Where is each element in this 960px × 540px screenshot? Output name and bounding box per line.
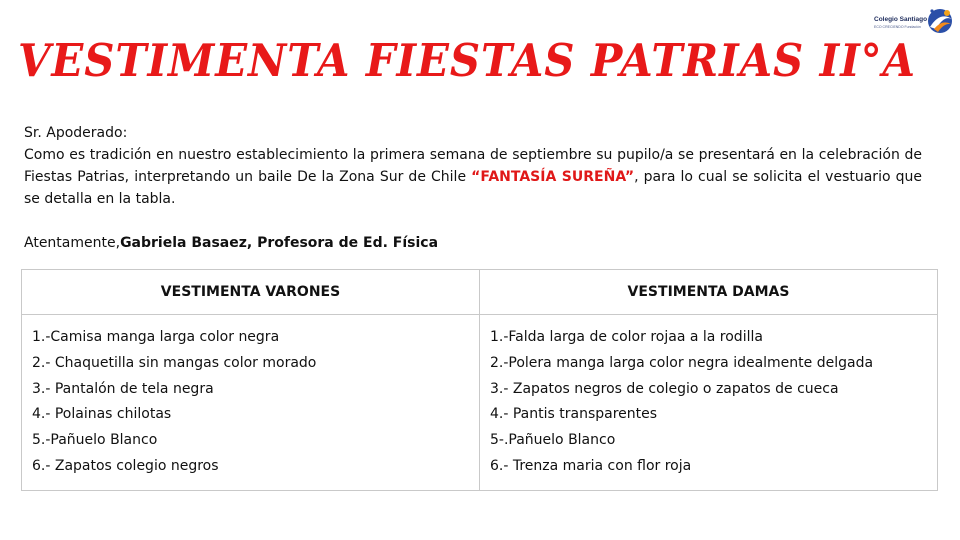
list-item: 2.- Chaquetilla sin mangas color morado [32, 354, 317, 371]
list-item: 6.- Trenza maria con flor roja [490, 457, 692, 474]
list-item: 3.- Zapatos negros de colegio o zapatos de cueca [490, 380, 839, 397]
letter-paragraph [24, 144, 922, 210]
list-item: 1.-Falda larga de color rojaa a la rodilla [490, 329, 763, 345]
damas-cell [480, 315, 938, 491]
varones-cell [22, 315, 480, 491]
paragraph-text-end: , para lo cual se solicita el vestuario que se detalla en la tabla. [24, 169, 922, 207]
varones-list [32, 325, 469, 480]
list-item: 4.- Polainas chilotas [32, 406, 172, 423]
signature-line [24, 232, 438, 254]
list-item: 1.-Camisa manga larga color negra [32, 329, 280, 345]
closing: Atentamente, [24, 235, 121, 251]
list-item: 5.-Pañuelo Blanco [32, 432, 158, 449]
list-item: 6.- Zapatos colegio negros [32, 457, 219, 474]
clothing-table [21, 269, 938, 491]
header-damas: VESTIMENTA DAMAS [480, 270, 938, 315]
page-title: VESTIMENTA FIESTAS PATRIAS II°A [18, 34, 916, 87]
header-varones: VESTIMENTA VARONES [22, 270, 480, 315]
salutation: Sr. Apoderado: [24, 125, 128, 141]
school-logo-icon [924, 5, 956, 37]
list-item: 3.- Pantalón de tela negra [32, 380, 214, 397]
list-item: 2.-Polera manga larga color negra idealmente delgada [490, 354, 874, 371]
signature: Gabriela Basaez, Profesora de Ed. Física [120, 235, 439, 251]
dance-name-highlight: “FANTASÍA SUREÑA” [471, 169, 635, 185]
table-row [22, 315, 938, 491]
list-item: 5-.Pañuelo Blanco [490, 432, 616, 449]
school-logo [870, 5, 958, 37]
letter-body [24, 122, 922, 210]
paragraph-text-start: Como es tradición en nuestro establecimiento la primera semana de septiembre su pupilo/a se presentará en la celebración de Fiestas Patrias, interpretando un baile De la Zona Sur de Chile [24, 147, 922, 185]
logo-subtitle: ECO CRECIENDO Fundación [874, 25, 921, 29]
damas-list [490, 325, 927, 480]
list-item: 4.- Pantis transparentes [490, 406, 658, 423]
table-header-row [22, 270, 938, 315]
logo-name: Colegio Santiago [874, 16, 928, 23]
